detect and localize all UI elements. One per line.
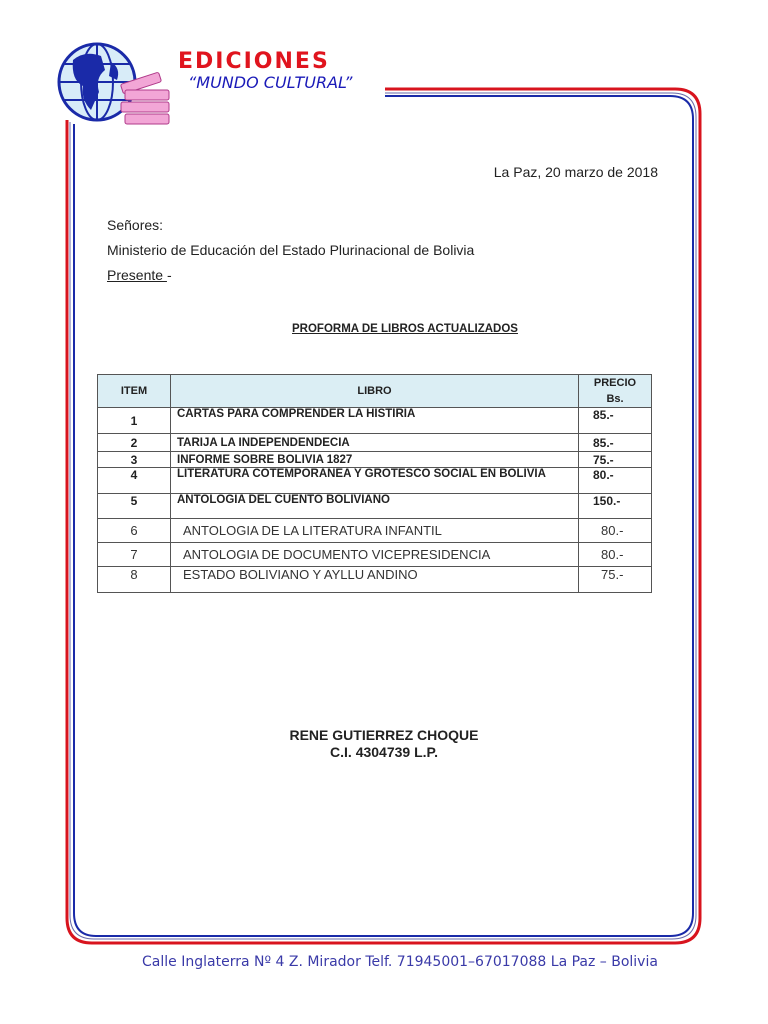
brand-name: EDICIONES — [178, 49, 330, 74]
row-item: 1 — [98, 408, 171, 434]
row-precio: 150.- — [579, 494, 652, 519]
signature-id: C.I. 4304739 L.P. — [330, 744, 438, 760]
presente-label: Presente — [107, 267, 167, 283]
brand-subtitle: “MUNDO CULTURAL” — [188, 73, 353, 92]
row-item: 4 — [98, 468, 171, 494]
row-libro: ESTADO BOLIVIANO Y AYLLU ANDINO — [171, 567, 579, 593]
salutation: Señores: — [107, 217, 164, 233]
row-precio: 75.- — [579, 452, 652, 468]
row-libro: ANTOLOGIA DE DOCUMENTO VICEPRESIDENCIA — [171, 543, 579, 567]
signature-block — [0, 727, 768, 761]
row-libro: ANTOLOGIA DEL CUENTO BOLIVIANO — [171, 494, 579, 519]
row-libro: TARIJA LA INDEPENDENDECIA — [171, 434, 579, 452]
row-precio: 80.- — [579, 468, 652, 494]
presente-line — [107, 263, 474, 288]
document-title: PROFORMA DE LIBROS ACTUALIZADOS — [292, 323, 518, 335]
letter-date: La Paz, 20 marzo de 2018 — [493, 164, 658, 180]
row-libro: LITERATURA COTEMPORANEA Y GROTESCO SOCIAL EN BOLIVIA — [171, 468, 579, 494]
row-item: 3 — [98, 452, 171, 468]
table-row — [98, 543, 652, 567]
row-libro: CARTAS PARA COMPRENDER LA HISTIRIA — [171, 408, 579, 434]
row-item: 7 — [98, 543, 171, 567]
footer-address: Calle Inglaterra Nº 4 Z. Mirador Telf. 71945001–67017088 La Paz – Bolivia — [142, 954, 658, 970]
table-row — [98, 468, 652, 494]
table-row — [98, 494, 652, 519]
header-libro: LIBRO — [171, 375, 579, 408]
address-block — [107, 213, 474, 288]
table-row — [98, 567, 652, 593]
brand — [178, 50, 352, 92]
header-precio — [579, 375, 652, 408]
presente-suffix: - — [166, 267, 172, 283]
globe-with-books-icon — [55, 40, 175, 130]
table-row — [98, 434, 652, 452]
header-item: ITEM — [98, 375, 171, 408]
recipient: Ministerio de Educación del Estado Plurinacional de Bolivia — [107, 242, 475, 258]
header-precio-line2: Bs. — [606, 393, 624, 405]
row-precio: 75.- — [579, 567, 652, 593]
row-precio: 85.- — [579, 408, 652, 434]
row-item: 8 — [98, 567, 171, 593]
row-precio: 80.- — [579, 543, 652, 567]
row-precio: 80.- — [579, 519, 652, 543]
row-item: 6 — [98, 519, 171, 543]
books-table — [97, 374, 652, 593]
table-header-row — [98, 375, 652, 408]
row-libro: INFORME SOBRE BOLIVIA 1827 — [171, 452, 579, 468]
table-row — [98, 408, 652, 434]
header-precio-line1: PRECIO — [593, 377, 637, 389]
row-precio: 85.- — [579, 434, 652, 452]
row-libro: ANTOLOGIA DE LA LITERATURA INFANTIL — [171, 519, 579, 543]
table-row — [98, 519, 652, 543]
row-item: 2 — [98, 434, 171, 452]
signature-name: RENE GUTIERREZ CHOQUE — [289, 727, 479, 743]
table-row — [98, 452, 652, 468]
row-item: 5 — [98, 494, 171, 519]
